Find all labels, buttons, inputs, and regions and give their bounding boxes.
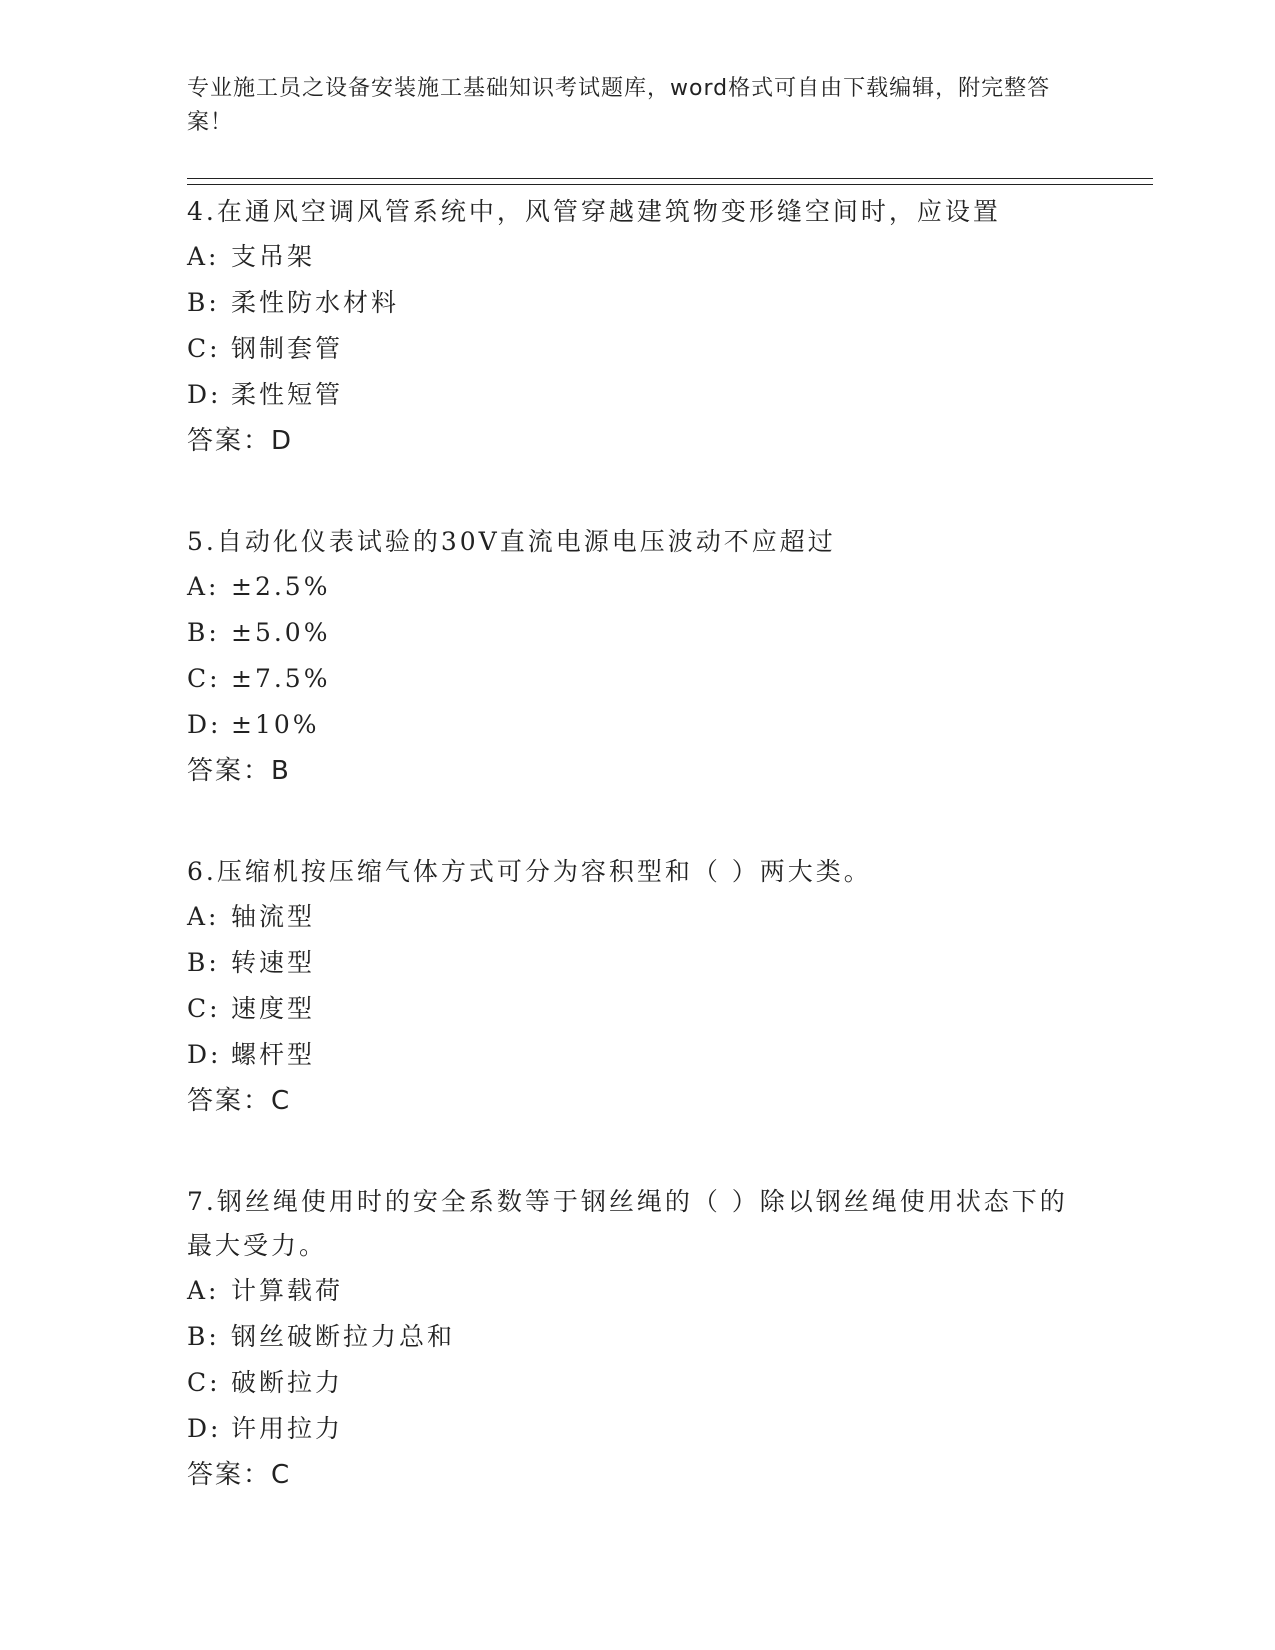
option-b bbox=[187, 940, 1087, 986]
option-c bbox=[187, 326, 1087, 372]
option-a bbox=[187, 564, 1087, 610]
option-text: ±5.0% bbox=[231, 618, 331, 647]
option-key: D: bbox=[187, 1414, 222, 1443]
option-b bbox=[187, 1314, 1087, 1360]
header-divider-bottom bbox=[187, 184, 1153, 185]
header-divider-top bbox=[187, 178, 1153, 179]
question-7 bbox=[187, 1180, 1087, 1498]
option-a bbox=[187, 1268, 1087, 1314]
option-key: C: bbox=[187, 994, 221, 1023]
option-key: D: bbox=[187, 710, 222, 739]
question-text: 7.钢丝绳使用时的安全系数等于钢丝绳的（ ）除以钢丝绳使用状态下的最大受力。 bbox=[187, 1187, 1068, 1260]
question-text: 4.在通风空调风管系统中，风管穿越建筑物变形缝空间时，应设置 bbox=[187, 197, 1001, 226]
document-header: 专业施工员之设备安装施工基础知识考试题库，word格式可自由下载编辑，附完整答案！ bbox=[187, 76, 1051, 135]
option-text: 速度型 bbox=[231, 994, 316, 1023]
option-b bbox=[187, 280, 1087, 326]
option-text: 钢丝破断拉力总和 bbox=[231, 1322, 456, 1351]
option-c bbox=[187, 986, 1087, 1032]
option-d bbox=[187, 1406, 1087, 1452]
answer-line: 答案：C bbox=[187, 1086, 292, 1116]
option-key: A: bbox=[187, 242, 220, 271]
question-4 bbox=[187, 190, 1087, 464]
option-text: 柔性短管 bbox=[231, 380, 344, 409]
option-d bbox=[187, 1032, 1087, 1078]
option-key: D: bbox=[187, 1040, 222, 1069]
question-6 bbox=[187, 850, 1087, 1124]
question-text: 5.自动化仪表试验的30V直流电源电压波动不应超过 bbox=[187, 527, 836, 556]
option-text: ±2.5% bbox=[231, 572, 331, 601]
question-list bbox=[187, 190, 1087, 1554]
option-d bbox=[187, 372, 1087, 418]
option-key: A: bbox=[187, 902, 220, 931]
option-key: A: bbox=[187, 572, 220, 601]
answer-line: 答案：B bbox=[187, 756, 291, 786]
option-key: C: bbox=[187, 1368, 221, 1397]
option-c bbox=[187, 656, 1087, 702]
option-text: 柔性防水材料 bbox=[231, 288, 400, 317]
option-key: C: bbox=[187, 664, 221, 693]
option-key: B: bbox=[187, 288, 220, 317]
option-text: 轴流型 bbox=[231, 902, 316, 931]
option-a bbox=[187, 234, 1087, 280]
option-key: B: bbox=[187, 948, 220, 977]
answer-line: 答案：C bbox=[187, 1460, 292, 1490]
option-key: B: bbox=[187, 618, 220, 647]
option-text: 螺杆型 bbox=[231, 1040, 316, 1069]
option-key: D: bbox=[187, 380, 222, 409]
option-text: 钢制套管 bbox=[231, 334, 344, 363]
option-text: 破断拉力 bbox=[231, 1368, 344, 1397]
question-text: 6.压缩机按压缩气体方式可分为容积型和（ ）两大类。 bbox=[187, 857, 872, 886]
answer-line: 答案：D bbox=[187, 426, 294, 456]
option-text: 支吊架 bbox=[231, 242, 316, 271]
question-5 bbox=[187, 520, 1087, 794]
option-text: 转速型 bbox=[231, 948, 316, 977]
option-a bbox=[187, 894, 1087, 940]
option-d bbox=[187, 702, 1087, 748]
option-text: ±10% bbox=[231, 710, 320, 739]
option-text: ±7.5% bbox=[231, 664, 331, 693]
option-b bbox=[187, 610, 1087, 656]
option-c bbox=[187, 1360, 1087, 1406]
option-key: C: bbox=[187, 334, 221, 363]
option-text: 许用拉力 bbox=[231, 1414, 344, 1443]
option-key: A: bbox=[187, 1276, 220, 1305]
option-text: 计算载荷 bbox=[231, 1276, 344, 1305]
option-key: B: bbox=[187, 1322, 220, 1351]
